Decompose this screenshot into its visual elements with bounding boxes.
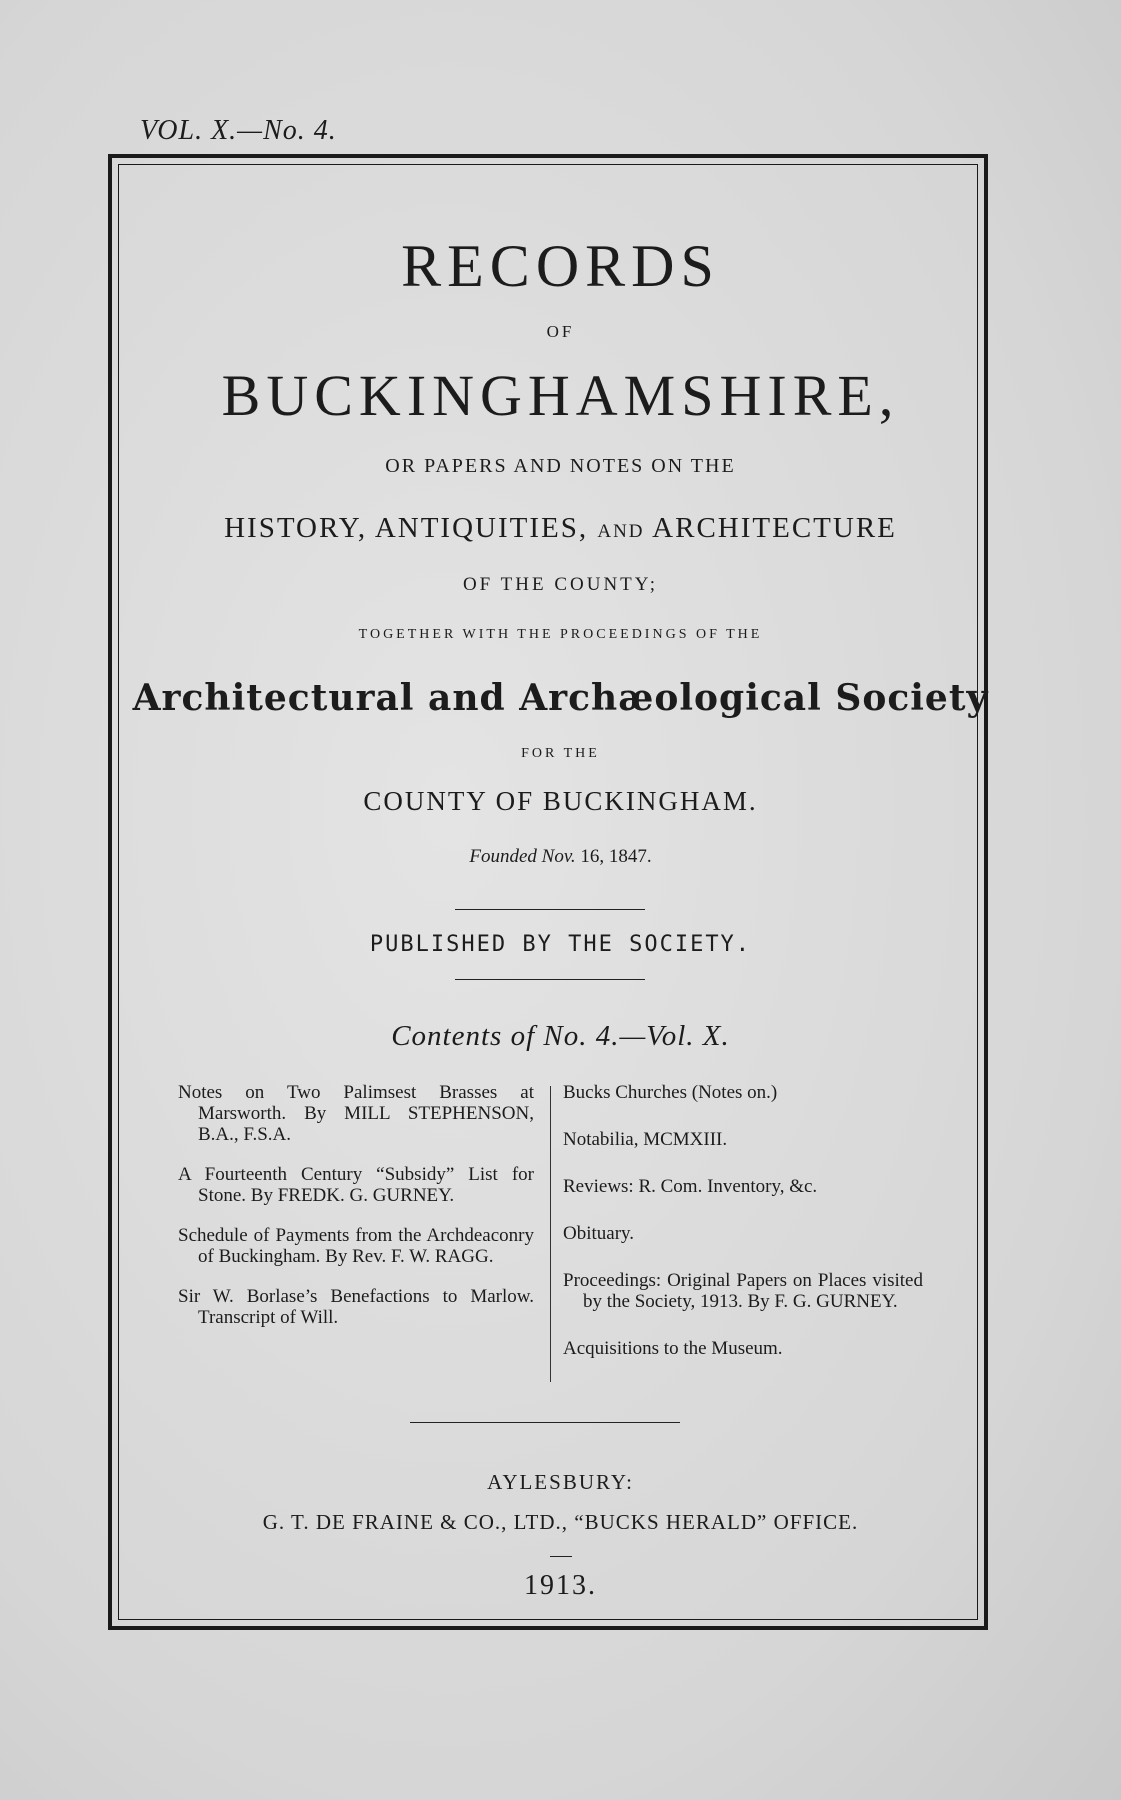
subtitle-together: TOGETHER WITH THE PROCEEDINGS OF THE <box>358 627 763 642</box>
founded-line <box>0 846 1121 868</box>
year-dash <box>550 1556 572 1557</box>
divider-rule <box>410 1422 680 1423</box>
contents-item: Obituary. <box>563 1223 635 1244</box>
founded-date: 16, 1847. <box>580 846 652 867</box>
contents-item: Notabilia, MCMXIII. <box>563 1129 728 1150</box>
contents-heading: Contents of No. 4.—Vol. X. <box>391 1020 730 1052</box>
contents-left-column <box>178 1082 534 1347</box>
contents-item: Schedule of Payments from the Archdeaconry of Buckingham. By Rev. F. W. RAGG. <box>178 1225 534 1267</box>
county-of-buckingham: COUNTY OF BUCKINGHAM. <box>363 786 758 816</box>
volume-number: VOL. X.—No. 4. <box>140 115 337 146</box>
divider-rule <box>455 979 645 980</box>
subtitle-history-part-a: HISTORY, ANTIQUITIES, <box>224 512 589 544</box>
imprint-printer: G. T. DE FRAINE & CO., LTD., “BUCKS HERALD” OFFICE. <box>262 1510 859 1534</box>
divider-rule <box>455 909 645 910</box>
imprint-year: 1913. <box>524 1570 597 1601</box>
subtitle-history-and: AND <box>597 521 645 542</box>
subtitle-for-the: FOR THE <box>521 746 600 761</box>
subtitle-papers-notes: OR PAPERS AND NOTES ON THE <box>385 455 736 477</box>
published-by-line: PUBLISHED BY THE SOCIETY. <box>369 932 752 957</box>
contents-item: Reviews: R. Com. Inventory, &c. <box>563 1176 818 1197</box>
contents-right-column <box>563 1082 923 1385</box>
title-buckinghamshire: BUCKINGHAMSHIRE, <box>221 363 900 428</box>
contents-item: Proceedings: Original Papers on Places visited by the Society, 1913. By F. G. GURNEY. <box>563 1270 923 1312</box>
society-name: Architectural and Archæological Society <box>132 677 989 719</box>
contents-item: Sir W. Borlase’s Benefactions to Marlow. Transcript of Will. <box>178 1286 534 1328</box>
column-divider <box>550 1086 551 1382</box>
founded-label: Founded Nov. <box>469 846 576 867</box>
imprint-place: AYLESBURY: <box>487 1470 634 1494</box>
contents-item: Bucks Churches (Notes on.) <box>563 1082 778 1103</box>
title-of: OF <box>546 322 575 341</box>
subtitle-history-part-b: ARCHITECTURE <box>652 512 897 544</box>
subtitle-history <box>0 512 1121 545</box>
contents-item: Notes on Two Palimsest Brasses at Marsworth. By MILL STEPHENSON, B.A., F.S.A. <box>178 1082 534 1145</box>
title-records: RECORDS <box>401 233 720 299</box>
contents-item: A Fourteenth Century “Subsidy” List for Stone. By FREDK. G. GURNEY. <box>178 1164 534 1206</box>
subtitle-of-the-county: OF THE COUNTY; <box>462 574 659 595</box>
contents-item: Acquisitions to the Museum. <box>563 1338 783 1359</box>
